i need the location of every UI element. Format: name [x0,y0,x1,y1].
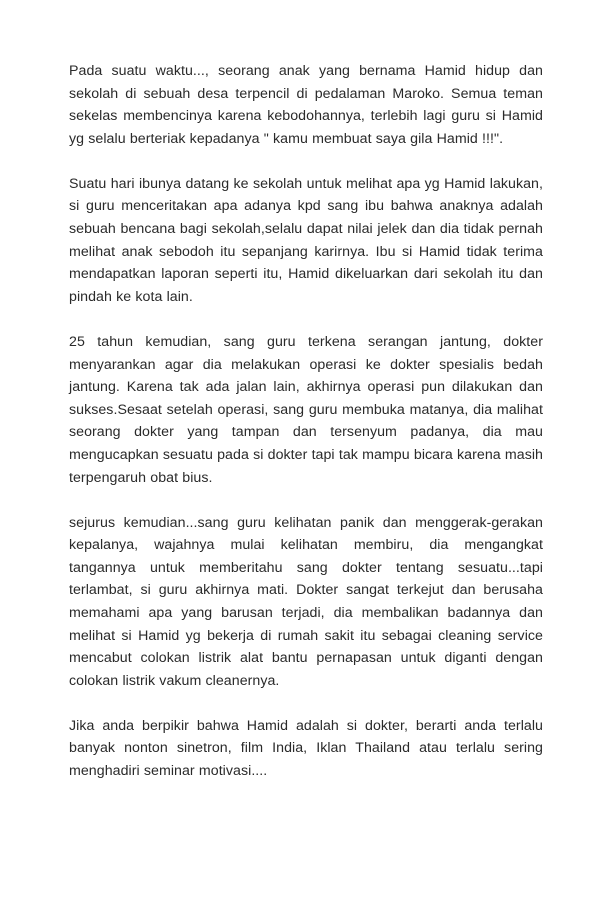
paragraph-3: 25 tahun kemudian, sang guru terkena serangan jantung, dokter menyarankan agar dia melakukan operasi ke dokter spesialis bedah jantung. Karena tak ada jalan lain, akhirnya operasi pun dilakukan dan sukses.Sesaat setelah operasi, sang guru membuka matanya, dia malihat seorang dokter yang tampan dan tersenyum padanya, dia mau mengucapkan sesuatu pada si dokter tapi tak mampu bicara karena masih terpengaruh obat bius. [69,333,543,486]
paragraph-5: Jika anda berpikir bahwa Hamid adalah si dokter, berarti anda terlalu banyak nonton sinetron, film India, Iklan Thailand atau terlalu sering menghadiri seminar motivasi.... [69,717,543,780]
paragraph-1: Pada suatu waktu..., seorang anak yang bernama Hamid hidup dan sekolah di sebuah desa terpencil di pedalaman Maroko. Semua teman sekelas membencinya karena kebodohannya, terlebih lagi guru si Hamid yg selalu berteriak kepadanya " kamu membuat saya gila Hamid !!!". [69,63,543,147]
paragraph-2: Suatu hari ibunya datang ke sekolah untuk melihat apa yg Hamid lakukan, si guru menceritakan apa adanya kpd sang ibu bahwa anaknya adalah sebuah bencana bagi sekolah,selalu dapat nilai jelek dan dia tidak pernah melihat anak sebodoh itu sepanjang karirnya. Ibu si Hamid tidak terima mendapatkan laporan seperti itu, Hamid dikeluarkan dari sekolah itu dan pindah ke kota lain. [69,175,543,305]
paragraph-4: sejurus kemudian...sang guru kelihatan panik dan menggerak-gerakan kepalanya, wajahnya mulai kelihatan membiru, dia mengangkat tangannya untuk memberitahu sang dokter tentang sesuatu...tapi terlambat, si guru akhirnya mati. Dokter sangat terkejut dan berusaha memahami apa yang barusan terjadi, dia membalikan badannya dan melihat si Hamid yg bekerja di rumah sakit itu sebagai cleaning service mencabut colokan listrik alat bantu pernapasan untuk diganti dengan colokan listrik vakum cleanernya. [69,514,543,689]
document-body [69,60,543,805]
